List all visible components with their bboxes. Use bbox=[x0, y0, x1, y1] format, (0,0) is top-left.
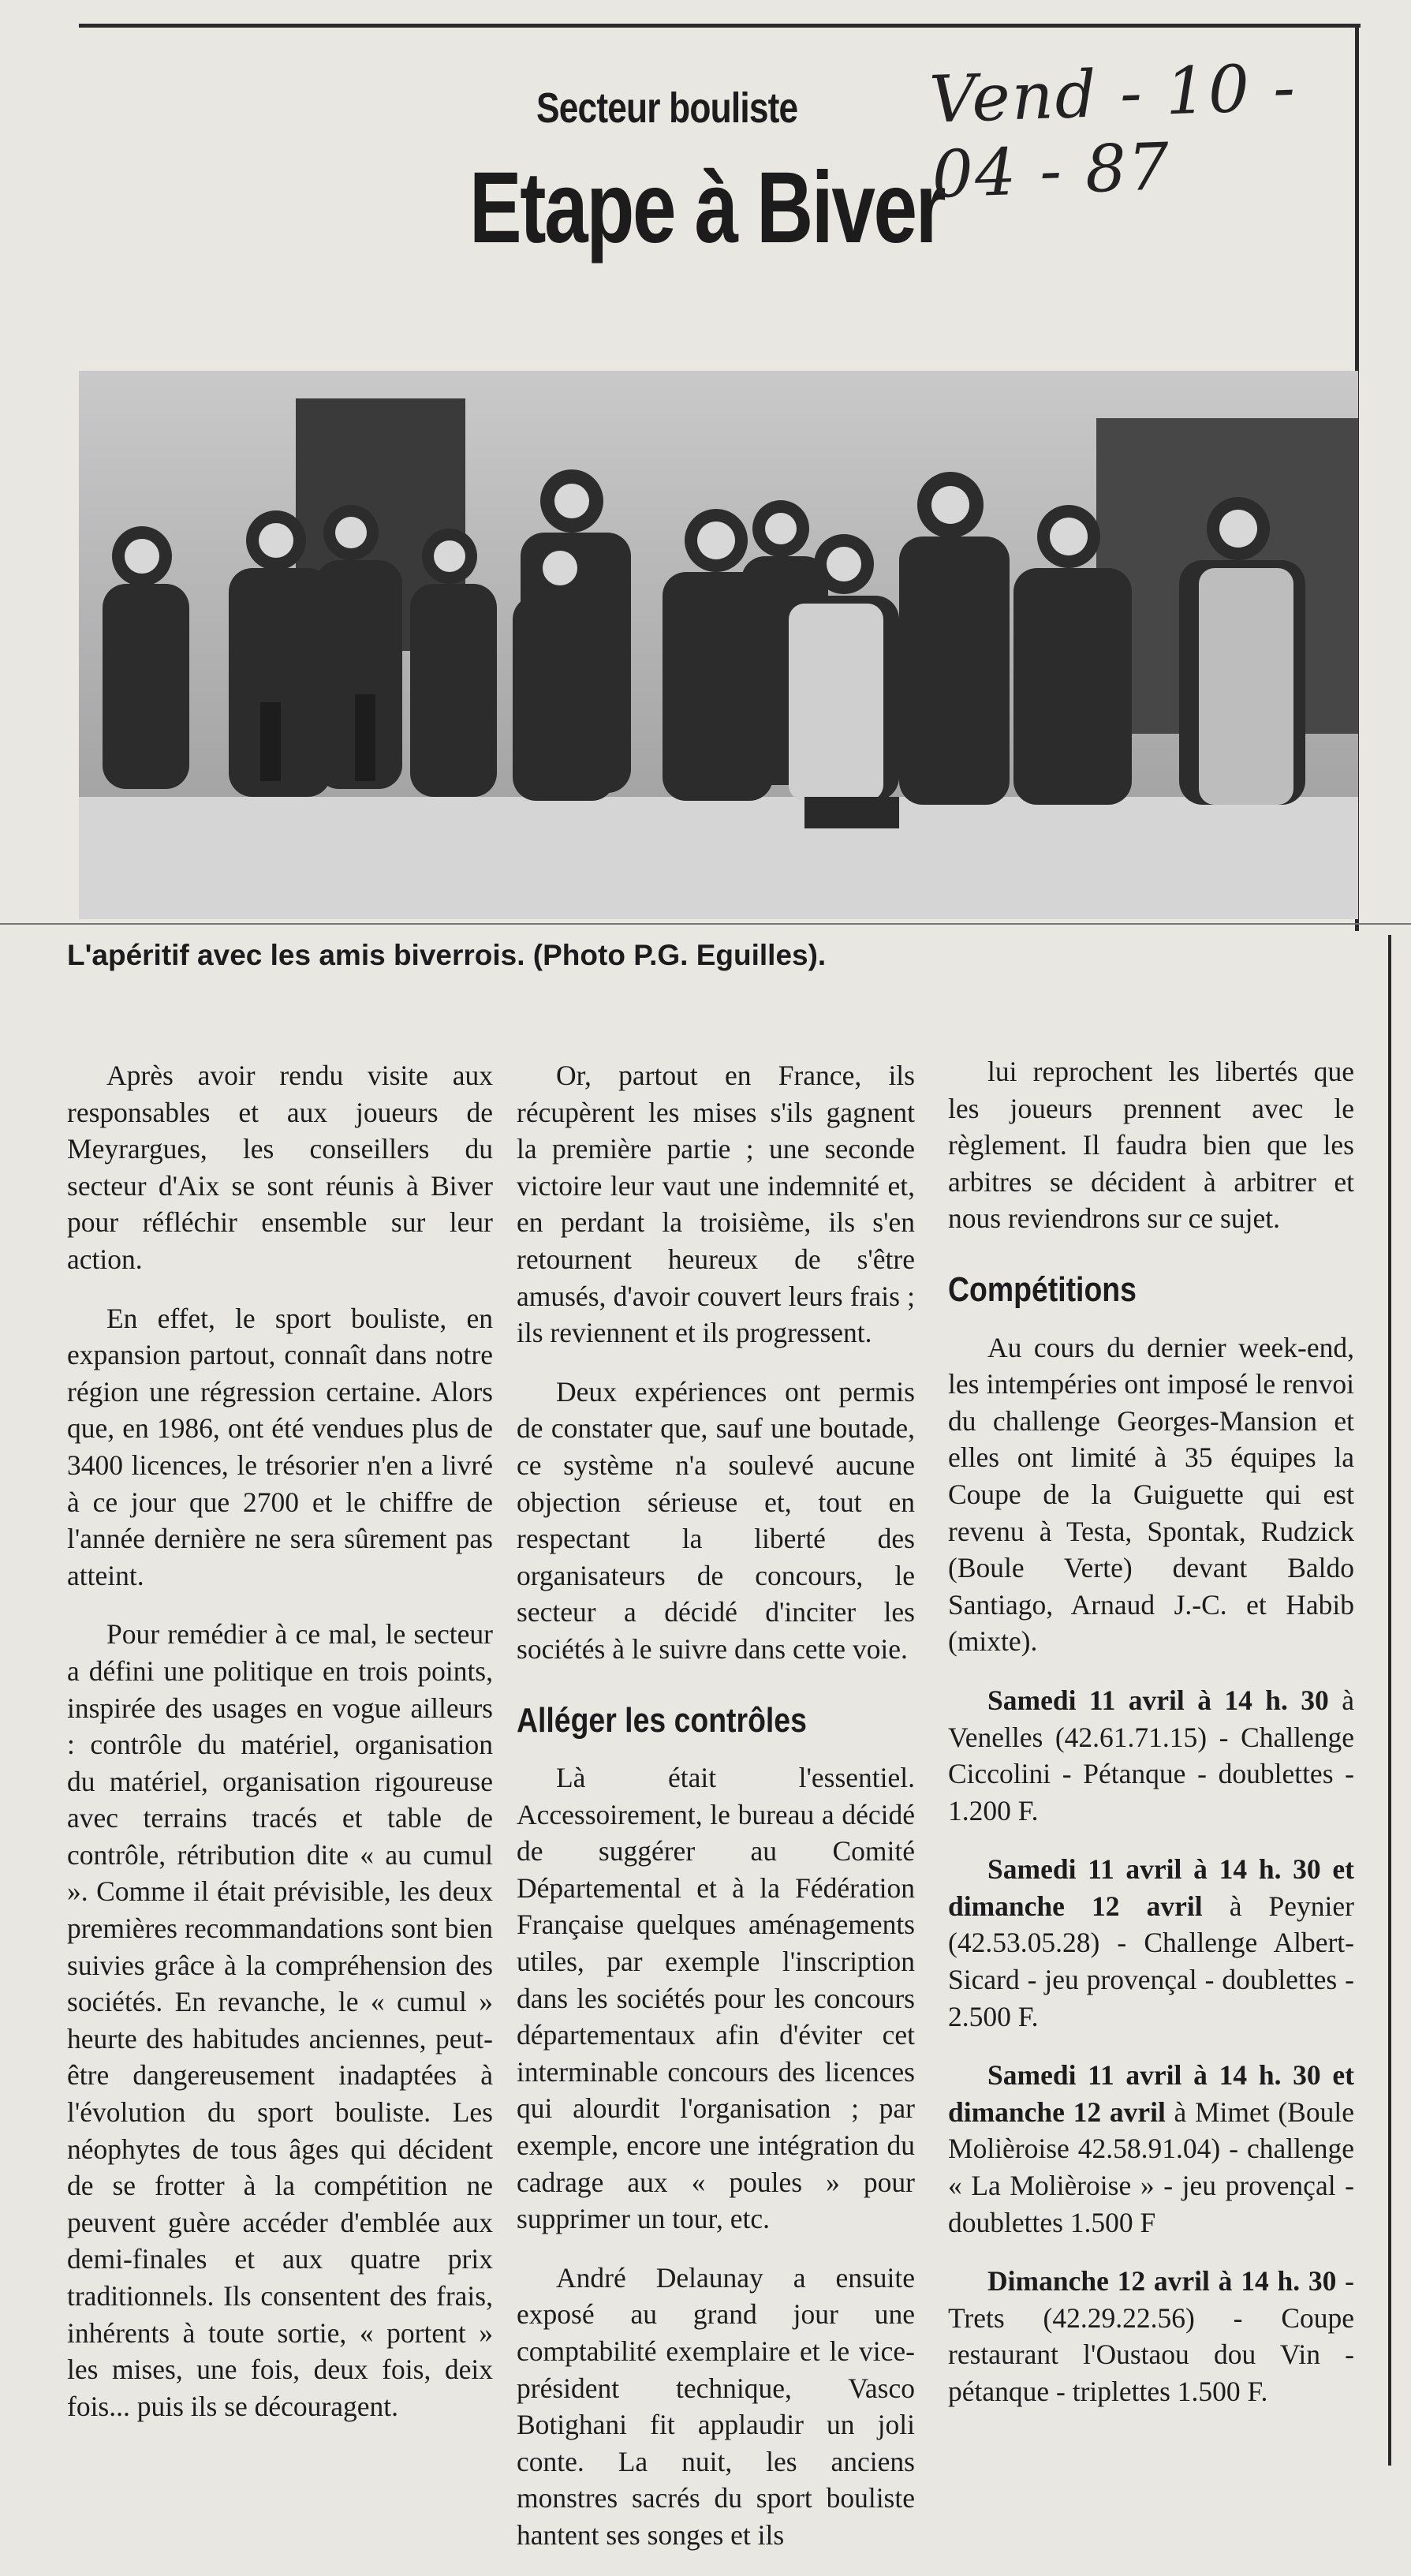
right-column-rule bbox=[1388, 935, 1391, 2466]
photo-image bbox=[79, 371, 1358, 919]
paragraph: lui reprochent les libertés que les joueurs prennent avec le règlement. Il faudra bien que les arbitres se décident à arbitrer et nous reviendrons sur ce sujet. bbox=[948, 1056, 1354, 1235]
event-when: Dimanche 12 avril à 14 h. 30 bbox=[987, 2265, 1337, 2297]
paragraph: Après avoir rendu visite aux responsables et aux joueurs de Meyrargues, les conseillers du secteur d'Aix se sont réunis à Biver pour réfléchir ensemble sur leur action. bbox=[67, 1060, 493, 1275]
paragraph: En effet, le sport bouliste, en expansion partout, connaît dans notre région une régression certaine. Alors que, en 1986, ont été vendues plus de 3400 licences, le trésorier n'en a livré à ce jour que 2700 et le chiffre de l'année dernière ne sera sûrement pas atteint. bbox=[67, 1302, 493, 1591]
article-column-3 bbox=[948, 1053, 1354, 2432]
event-details: à Peynier (42.53.05.28) - Challenge Albert-Sicard - jeu provençal - doublettes - 2.500 F. bbox=[948, 1890, 1354, 2032]
paragraph: Pour remédier à ce mal, le secteur a défini une politique en trois points, inspirée des usages en vogue ailleurs : contrôle du matériel, organisation du matériel, organisation rigoureuse avec terrains tracés et table de contrôle, rétribution dite « au cumul ». Comme il était prévisible, les deux premières recommandations sont bien suivies grâce à la compréhension des sociétés. En revanche, le « cumul » heurte des habitudes anciennes, peut-être dangereusement inadaptées à l'évolution du sport bouliste. Les néophytes de tous âges qui décident de se frotter à la compétition ne peuvent guère accéder d'emblée aux demi-finales et aux quatre prix traditionnels. Ils consentent des frais, inhérents à toute sortie, « portent » les mises, une fois, deux fois, deix fois... puis ils se découragent. bbox=[67, 1618, 493, 2422]
event-when: Samedi 11 avril à 14 h. 30 et dimanche 12 avril bbox=[948, 2059, 1354, 2128]
article-column-2 bbox=[517, 1057, 915, 2576]
top-rule bbox=[79, 24, 1361, 28]
subhead-controles: Alléger les contrôles bbox=[517, 1700, 807, 1740]
paragraph: Là était l'essentiel. Accessoirement, le bureau a décidé de suggérer au Comité Départemental et à la Fédération Française quelques aménagements utiles, par exemple l'inscription dans les sociétés pour les concours départementaux afin d'éviter cet interminable concours des licences qui alourdit l'organisation ; par exemple, encore une intégration du cadrage aux « poules » pour supprimer un tour, etc. bbox=[517, 1762, 915, 2235]
photo-caption: L'apéritif avec les amis biverrois. (Photo P.G. Eguilles). bbox=[67, 939, 827, 971]
paragraph: Or, partout en France, ils récupèrent les mises s'ils gagnent la première partie ; une seconde victoire leur vaut une indemnité et, en perdant la troisième, ils s'en retournent heureux de s'être amusés, d'avoir couvert leurs frais ; ils reviennent et ils progressent. bbox=[517, 1060, 915, 1349]
paragraph: André Delaunay a ensuite exposé au grand jour une comptabilité exemplaire et le vice-président technique, Vasco Botighani fit applaudir un joli conte. La nuit, les anciens monstres sacrés du sport bouliste hantent ses songes et ils bbox=[517, 2261, 915, 2551]
cut-line bbox=[0, 923, 1411, 925]
event-item bbox=[948, 1682, 1354, 1829]
event-item bbox=[948, 2057, 1354, 2241]
event-when: Samedi 11 avril à 14 h. 30 et dimanche 12 avril bbox=[948, 1853, 1354, 1922]
paragraph: Deux expériences ont permis de constater que, sauf une boutade, ce système n'a soulevé aucune objection sérieuse et, tout en respectant la liberté des organisateurs de concours, le secteur a décidé d'inciter les sociétés à le suivre dans cette voie. bbox=[517, 1375, 915, 1665]
event-when: Samedi 11 avril à 14 h. 30 bbox=[987, 1684, 1329, 1716]
event-details: à Venelles (42.61.71.15) - Challenge Ciccolini - Pétanque - doublettes - 1.200 F. bbox=[948, 1684, 1354, 1826]
event-item bbox=[948, 2263, 1354, 2410]
group-photo bbox=[79, 371, 1358, 919]
event-details: à Mimet (Boule Molièroise 42.58.91.04) - challenge « La Molièroise » - jeu provençal - doublettes 1.500 F bbox=[948, 2096, 1354, 2238]
event-item bbox=[948, 1851, 1354, 2035]
subhead-competitions: Compétitions bbox=[948, 1269, 1137, 1309]
kicker: Secteur bouliste bbox=[536, 84, 798, 132]
headline: Etape à Biver bbox=[469, 151, 945, 264]
event-details: - Trets (42.29.22.56) - Coupe restaurant l'Oustaou dou Vin - pétanque - triplettes 1.500 F. bbox=[948, 2265, 1354, 2407]
paragraph: Au cours du dernier week-end, les intempéries ont imposé le renvoi du challenge Georges-Mansion et elles ont limité à 35 équipes la Coupe de la Guiguette qui est revenu à Testa, Spontak, Rudzick (Boule Verte) devant Baldo Santiago, Arnaud J.-C. et Habib (mixte). bbox=[948, 1331, 1354, 1658]
handwritten-date: Vend - 10 - 04 - 87 bbox=[928, 50, 1298, 213]
article-column-1 bbox=[67, 1057, 493, 2447]
